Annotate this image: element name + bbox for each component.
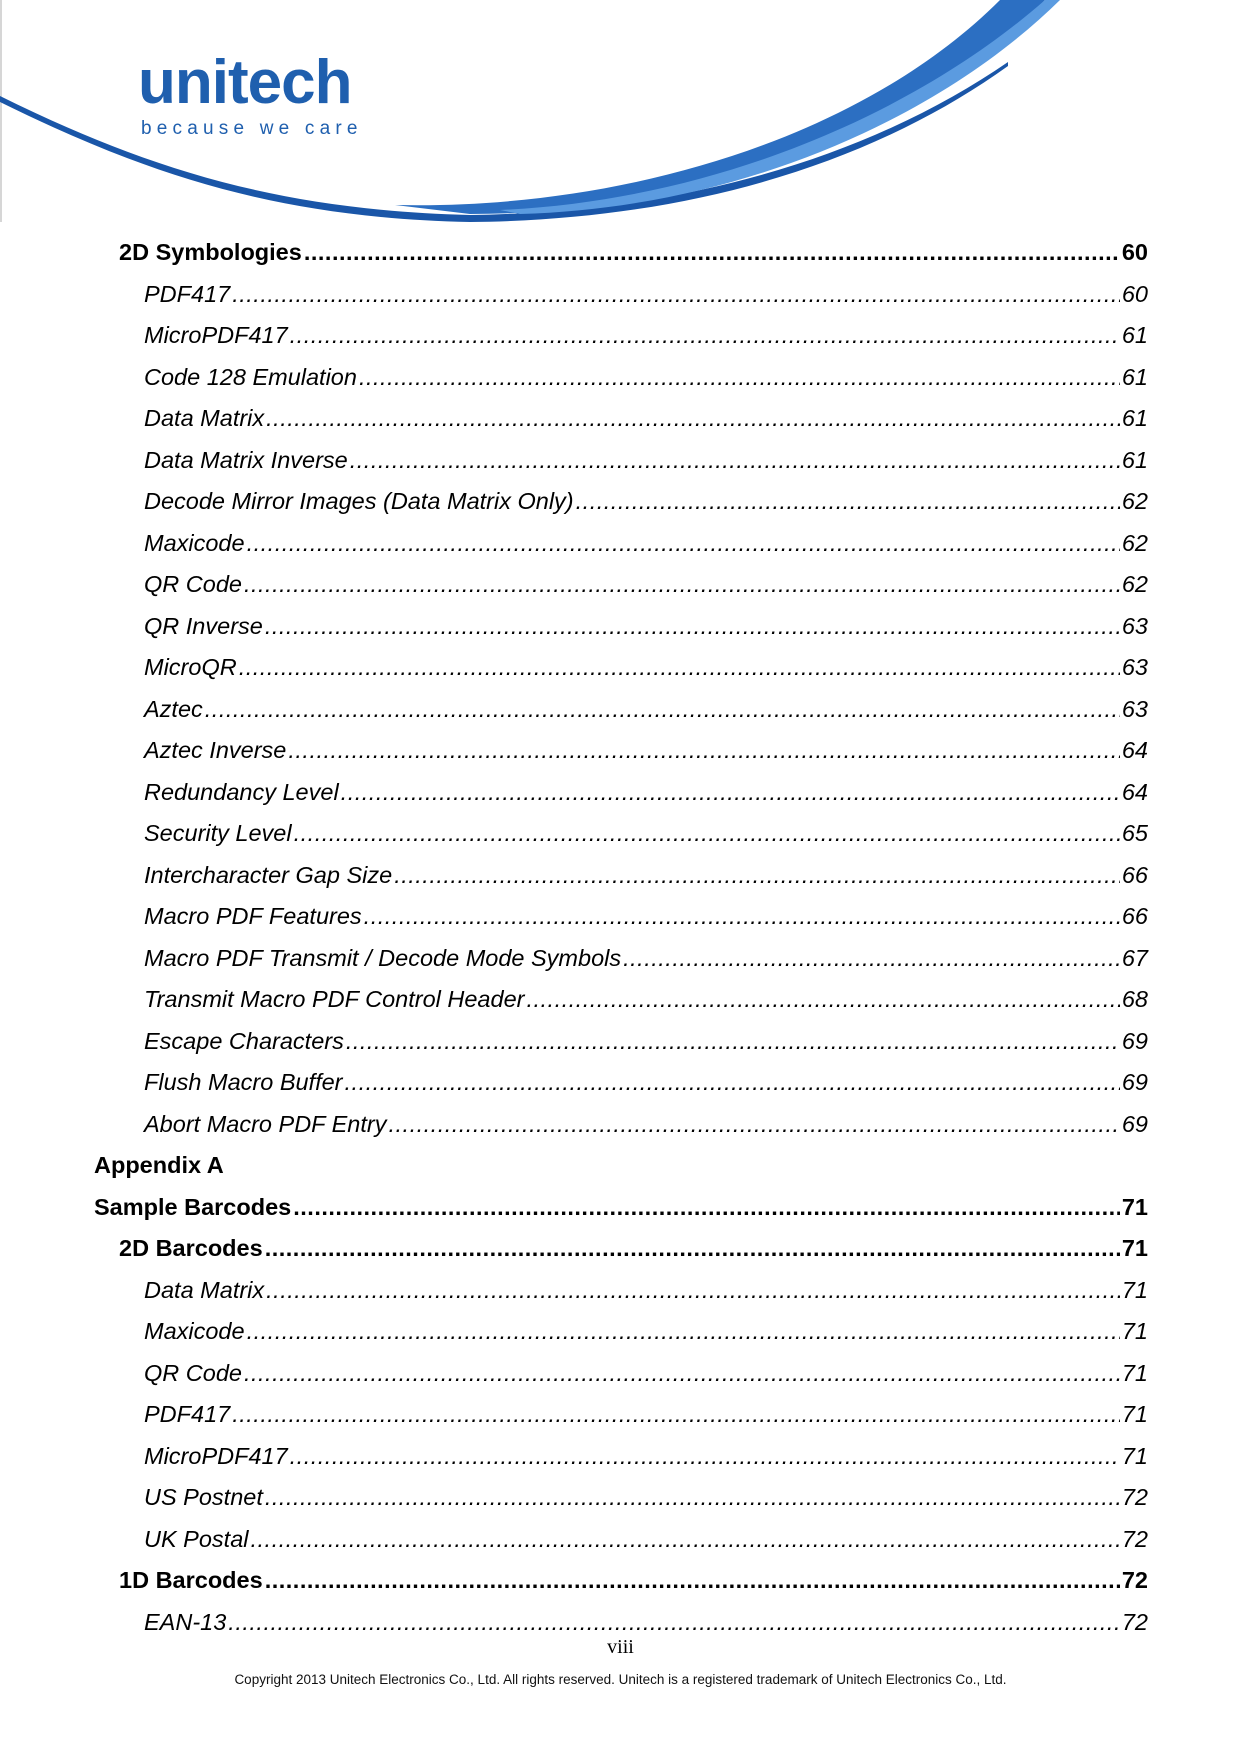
toc-entry[interactable] [94, 1062, 1148, 1104]
toc-entry-page: 69 [1121, 1110, 1148, 1137]
toc-entry-page: 69 [1121, 1027, 1148, 1054]
toc-entry[interactable] [94, 730, 1148, 772]
toc-leader-dots [265, 1560, 1120, 1602]
toc-entry-page: 72 [1121, 1608, 1148, 1635]
toc-entry-label: Data Matrix Inverse [144, 446, 348, 473]
toc-leader-dots [359, 357, 1120, 399]
toc-entry-label: Escape Characters [144, 1027, 344, 1054]
toc-entry[interactable] [94, 523, 1148, 565]
page-number: viii [607, 1636, 634, 1658]
toc-entry-label: EAN-13 [144, 1608, 227, 1635]
toc-entry-page: 64 [1121, 778, 1148, 805]
toc-entry[interactable] [94, 1270, 1148, 1312]
toc-entry[interactable] [94, 481, 1148, 523]
toc-leader-dots [288, 730, 1119, 772]
toc-entry-page: 63 [1121, 695, 1148, 722]
toc-leader-dots [293, 1187, 1120, 1229]
toc-leader-dots [576, 481, 1120, 523]
toc-entry[interactable] [94, 1145, 1148, 1187]
toc-entry-label: Appendix A [94, 1152, 224, 1178]
toc-entry-label: Sample Barcodes [94, 1193, 292, 1220]
logo-wordmark: unitech [138, 48, 352, 117]
toc-entry-label: Code 128 Emulation [144, 363, 357, 390]
copyright-notice: Copyright 2013 Unitech Electronics Co., Ltd. All rights reserved. Unitech is a registered trademark of Unitech Electronics Co., Ltd. [234, 1672, 1007, 1687]
toc-entry[interactable] [94, 1394, 1148, 1436]
toc-entry[interactable] [94, 1104, 1148, 1146]
toc-entry-label: Aztec Inverse [144, 737, 287, 763]
toc-entry-label: QR Code [144, 571, 242, 597]
toc-leader-dots [266, 398, 1120, 440]
toc-entry-label: Maxicode [144, 529, 245, 556]
toc-entry-page: 62 [1121, 571, 1148, 597]
toc-entry-page: 71 [1121, 1193, 1148, 1220]
toc-leader-dots [290, 315, 1120, 357]
toc-entry[interactable] [94, 855, 1148, 897]
toc-entry[interactable] [94, 1353, 1148, 1395]
toc-entry-page: 71 [1121, 1359, 1148, 1386]
toc-entry-label: 1D Barcodes [119, 1567, 263, 1593]
toc-entry-label: Macro PDF Features [144, 903, 362, 929]
toc-entry-label: 2D Symbologies [119, 239, 302, 265]
toc-entry-page: 62 [1121, 488, 1148, 514]
toc-entry-page: 69 [1121, 1069, 1148, 1095]
toc-entry-label: PDF417 [144, 1401, 231, 1427]
toc-entry-label: Redundancy Level [144, 778, 339, 805]
toc-entry[interactable] [94, 647, 1148, 689]
toc-entry-page: 61 [1121, 446, 1148, 473]
toc-entry-page: 71 [1121, 1401, 1148, 1427]
toc-entry-page: 71 [1121, 1235, 1148, 1261]
toc-entry-page: 61 [1121, 322, 1148, 348]
toc-entry-page: 71 [1121, 1442, 1148, 1469]
toc-entry-page: 66 [1121, 903, 1148, 929]
toc-entry[interactable] [94, 564, 1148, 606]
toc-entry-label: Macro PDF Transmit / Decode Mode Symbols [144, 944, 622, 971]
toc-entry-label: QR Code [144, 1359, 242, 1386]
toc-entry-label: US Postnet [144, 1484, 263, 1510]
toc-entry[interactable] [94, 274, 1148, 316]
toc-leader-dots [205, 689, 1120, 731]
toc-entry-page: 64 [1121, 737, 1148, 763]
toc-entry[interactable] [94, 1560, 1148, 1602]
toc-entry-page: 68 [1121, 986, 1148, 1012]
toc-leader-dots [232, 1394, 1120, 1436]
toc-entry-label: Data Matrix [144, 1276, 265, 1303]
toc-entry-label: Flush Macro Buffer [144, 1069, 343, 1095]
toc-entry-page: 72 [1121, 1525, 1148, 1552]
toc-leader-dots [526, 979, 1119, 1021]
toc-entry-page: 62 [1121, 529, 1148, 556]
toc-entry[interactable] [94, 979, 1148, 1021]
toc-leader-dots [244, 1353, 1120, 1395]
toc-leader-dots [346, 1021, 1120, 1063]
toc-entry-label: MicroPDF417 [144, 1442, 288, 1469]
toc-entry[interactable] [94, 1436, 1148, 1478]
toc-leader-dots [244, 564, 1120, 606]
toc-entry-label: Maxicode [144, 1318, 245, 1344]
toc-entry-label: MicroQR [144, 654, 237, 680]
toc-entry[interactable] [94, 813, 1148, 855]
toc-entry-page: 72 [1121, 1484, 1148, 1510]
toc-leader-dots [239, 647, 1120, 689]
toc-leader-dots [394, 855, 1120, 897]
toc-entry-page: 71 [1121, 1318, 1148, 1344]
toc-leader-dots [294, 813, 1120, 855]
toc-entry-label: Security Level [144, 820, 292, 846]
toc-leader-dots [364, 896, 1120, 938]
toc-entry[interactable] [94, 1311, 1148, 1353]
toc-entry-page: 72 [1121, 1567, 1148, 1593]
toc-entry-label: PDF417 [144, 280, 231, 307]
toc-leader-dots [247, 523, 1120, 565]
toc-entry-page: 61 [1121, 363, 1148, 390]
toc-entry-page: 65 [1121, 820, 1148, 846]
toc-leader-dots [232, 274, 1120, 316]
toc-entry[interactable] [94, 938, 1148, 980]
toc-leader-dots [388, 1104, 1119, 1146]
toc-leader-dots [341, 772, 1120, 814]
toc-entry-label: Data Matrix [144, 405, 265, 431]
toc-entry[interactable] [94, 689, 1148, 731]
toc-entry-page: 60 [1121, 280, 1148, 307]
toc-entry[interactable] [94, 440, 1148, 482]
toc-entry-page: 60 [1121, 239, 1148, 265]
toc-entry[interactable] [94, 896, 1148, 938]
toc-leader-dots [247, 1311, 1120, 1353]
toc-leader-dots [350, 440, 1120, 482]
toc-entry-label: UK Postal [144, 1525, 249, 1552]
toc-entry[interactable] [94, 357, 1148, 399]
toc-entry[interactable] [94, 398, 1148, 440]
toc-leader-dots [265, 606, 1120, 648]
toc-leader-dots [304, 232, 1120, 274]
toc-leader-dots [623, 938, 1120, 980]
toc-leader-dots [265, 1228, 1120, 1270]
toc-entry[interactable] [94, 315, 1148, 357]
toc-entry-page: 71 [1121, 1276, 1148, 1303]
toc-entry-page: 66 [1121, 861, 1148, 888]
toc-entry[interactable] [94, 1021, 1148, 1063]
toc-leader-dots [266, 1270, 1120, 1312]
toc-entry-label: 2D Barcodes [119, 1235, 263, 1261]
toc-entry-page: 63 [1121, 612, 1148, 639]
toc-leader-dots [251, 1519, 1120, 1561]
toc-entry[interactable] [94, 606, 1148, 648]
toc-entry-label: Transmit Macro PDF Control Header [144, 986, 525, 1012]
toc-entry-label: Intercharacter Gap Size [144, 861, 393, 888]
unitech-logo [138, 48, 363, 140]
toc-entry[interactable] [94, 232, 1148, 274]
toc-leader-dots [345, 1062, 1120, 1104]
logo-tagline: because we care [141, 118, 363, 139]
toc-entry[interactable] [94, 1477, 1148, 1519]
toc-entry-label: QR Inverse [144, 612, 263, 639]
toc-entry-label: MicroPDF417 [144, 322, 288, 348]
table-of-contents [94, 232, 1148, 1643]
toc-entry[interactable] [94, 1187, 1148, 1229]
toc-entry-page: 63 [1121, 654, 1148, 680]
toc-entry[interactable] [94, 1519, 1148, 1561]
toc-entry-page: 61 [1121, 405, 1148, 431]
toc-entry-label: Decode Mirror Images (Data Matrix Only) [144, 488, 574, 514]
toc-entry-page: 67 [1121, 944, 1148, 971]
toc-leader-dots [265, 1477, 1120, 1519]
toc-entry-label: Abort Macro PDF Entry [144, 1110, 387, 1137]
toc-leader-dots [290, 1436, 1120, 1478]
toc-entry[interactable] [94, 772, 1148, 814]
toc-entry[interactable] [94, 1228, 1148, 1270]
toc-entry-label: Aztec [144, 695, 203, 722]
